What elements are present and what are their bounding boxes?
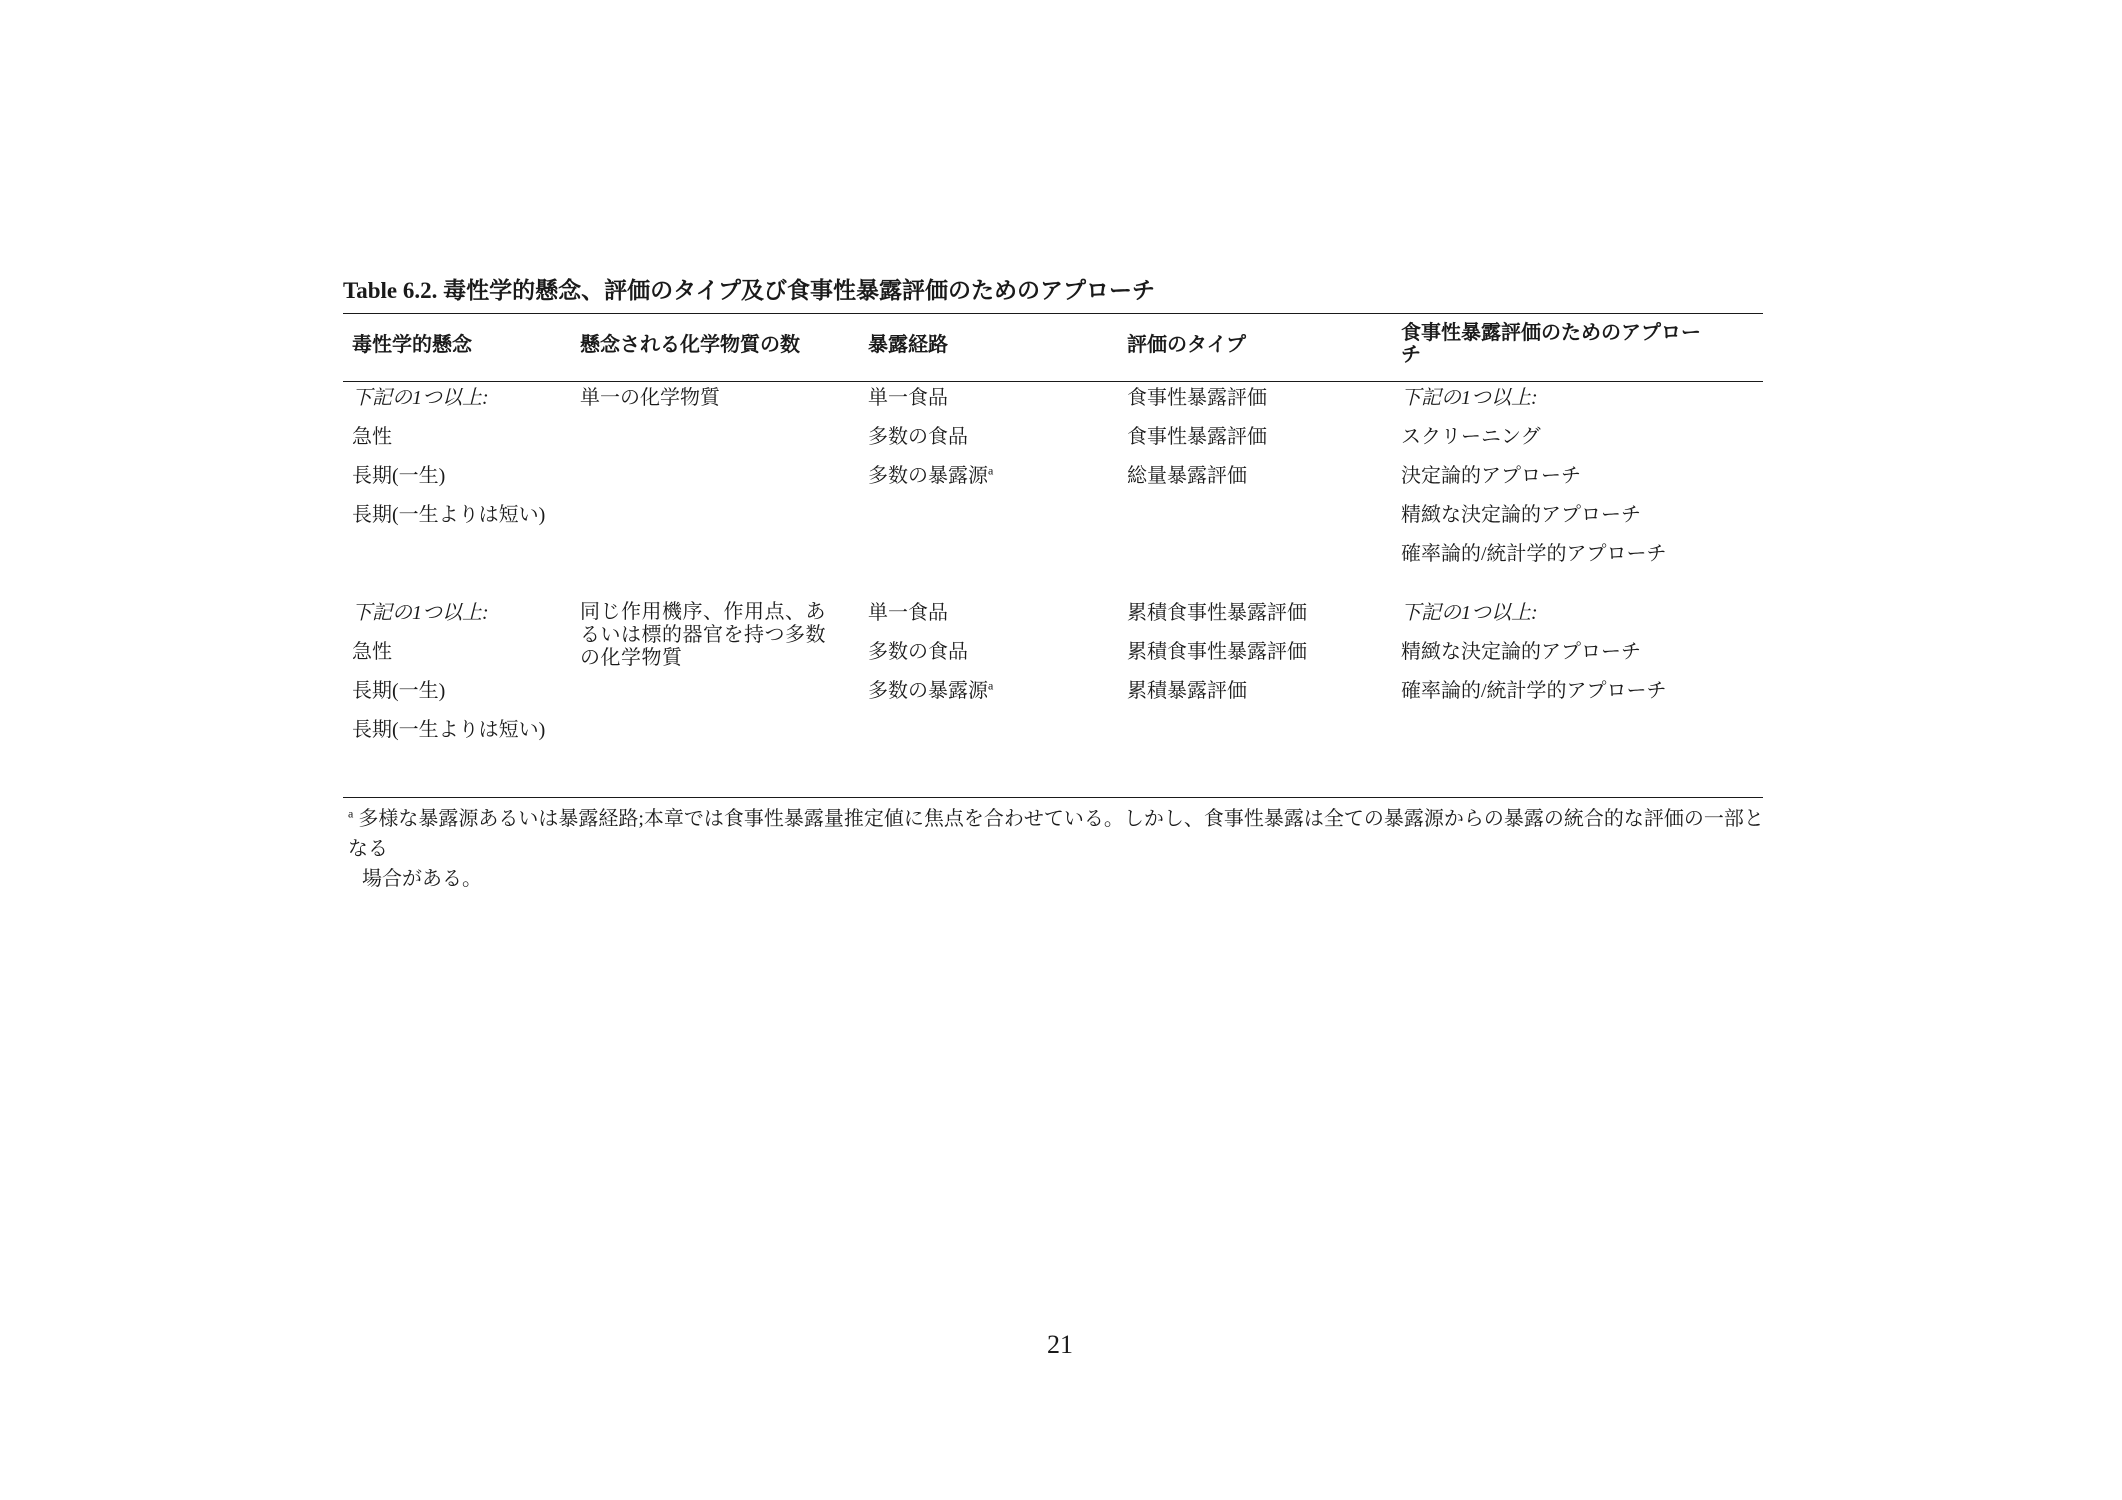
g2-type-cumulative: 累積暴露評価: [1127, 680, 1247, 702]
g1-concern-intro: 下記の1つ以上:: [352, 387, 489, 409]
g2-footnote-marker: a: [988, 678, 994, 693]
g1-concern-acute: 急性: [352, 426, 392, 448]
g1-route-multiple-foods: 多数の食品: [868, 426, 968, 448]
g1-route-single-food: 単一食品: [868, 387, 948, 409]
g1-type-dietary-2: 食事性暴露評価: [1127, 426, 1267, 448]
g2-approach-refined-deterministic: 精緻な決定論的アプローチ: [1401, 641, 1641, 663]
g1-type-aggregate: 総量暴露評価: [1127, 465, 1247, 487]
g1-chemical-count: 単一の化学物質: [580, 387, 720, 409]
g1-approach-probabilistic: 確率論的/統計学的アプローチ: [1401, 543, 1667, 565]
table-top-rule: [343, 313, 1763, 314]
g2-concern-lifetime: 長期(一生): [352, 680, 446, 702]
g1-approach-deterministic: 決定論的アプローチ: [1401, 465, 1581, 487]
header-approach-line2: チ: [1401, 344, 1421, 366]
page-number: 21: [1047, 1330, 1073, 1359]
header-approach-line1: 食事性暴露評価のためのアプロー: [1401, 322, 1701, 344]
g1-route-multiple-sources-label: 多数の暴露源: [868, 465, 988, 487]
header-assessment-type: 評価のタイプ: [1127, 334, 1246, 356]
g1-approach-intro: 下記の1つ以上:: [1401, 387, 1538, 409]
g2-route-single-food: 単一食品: [868, 602, 948, 624]
g1-footnote-marker: a: [988, 463, 994, 478]
header-approach: [1401, 322, 1761, 366]
g1-type-dietary: 食事性暴露評価: [1127, 387, 1267, 409]
table-title: Table 6.2. 毒性学的懸念、評価のタイプ及び食事性暴露評価のためのアプローチ: [343, 278, 1155, 303]
g1-approach-screening: スクリーニング: [1401, 426, 1541, 448]
g1-approach-refined-deterministic: 精緻な決定論的アプローチ: [1401, 504, 1641, 526]
g2-type-cumulative-dietary-2: 累積食事性暴露評価: [1127, 641, 1307, 663]
g2-type-cumulative-dietary: 累積食事性暴露評価: [1127, 602, 1307, 624]
g2-concern-less-than-lifetime: 長期(一生よりは短い): [352, 719, 546, 741]
g1-concern-less-than-lifetime: 長期(一生よりは短い): [352, 504, 546, 526]
g2-approach-intro: 下記の1つ以上:: [1401, 602, 1538, 624]
footnote-marker: a: [348, 806, 354, 821]
header-number-of-chemicals: 懸念される化学物質の数: [580, 334, 800, 356]
table-header-rule: [343, 381, 1763, 382]
table-bottom-rule: [343, 797, 1763, 798]
g1-concern-lifetime: 長期(一生): [352, 465, 446, 487]
footnote-line1: 多様な暴露源あるいは暴露経路;本章では食事性暴露量推定値に焦点を合わせている。しかし、食事性暴露は全ての暴露源からの暴露の統合的な評価の一部となる: [348, 808, 1764, 860]
g2-route-multiple-foods: 多数の食品: [868, 641, 968, 663]
g2-route-multiple-sources-label: 多数の暴露源: [868, 680, 988, 702]
g2-concern-intro: 下記の1つ以上:: [352, 602, 489, 624]
g2-concern-acute: 急性: [352, 641, 392, 663]
footnote-line2: 場合がある。: [362, 868, 482, 890]
table-footnote: [348, 804, 1768, 894]
g2-approach-probabilistic: 確率論的/統計学的アプローチ: [1401, 680, 1667, 702]
g1-route-multiple-sources: [868, 464, 1108, 488]
header-toxicological-concern: 毒性学的懸念: [352, 334, 472, 356]
g2-route-multiple-sources: [868, 679, 1108, 703]
header-exposure-route: 暴露経路: [868, 334, 948, 356]
g2-chemical-count: 同じ作用機序、作用点、あるいは標的器官を持つ多数の化学物質: [580, 601, 826, 669]
